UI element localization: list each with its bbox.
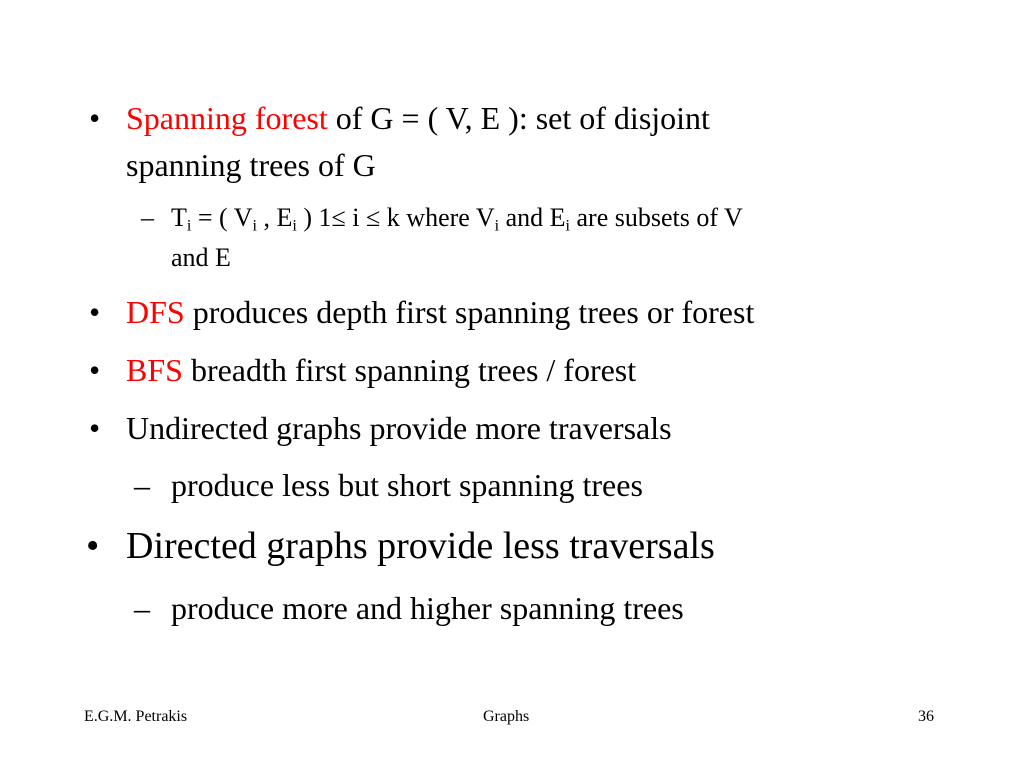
bullet-marker: •	[86, 525, 100, 567]
sub-bullet-directed	[134, 588, 684, 628]
bullet-undirected	[89, 408, 672, 448]
sub-bullet-text: produce less but short spanning trees	[171, 467, 643, 503]
bullet-bfs	[89, 350, 637, 390]
bullet-directed	[86, 524, 715, 568]
subscript-i: i	[252, 217, 257, 235]
footer-topic: Graphs	[483, 708, 530, 725]
dash-marker: –	[141, 203, 154, 232]
bullet-text: breadth first spanning trees / forest	[182, 352, 637, 388]
formula-text: = ( V	[191, 203, 253, 232]
sub-bullet-undirected	[134, 465, 643, 505]
subscript-i: i	[565, 217, 571, 235]
formula-text: and E	[171, 243, 231, 272]
formula-text: are subsets of V	[570, 203, 743, 232]
subscript-i: i	[494, 217, 500, 235]
bullet-spanning-forest-line2	[126, 145, 376, 185]
footer-author: E.G.M. Petrakis	[84, 708, 188, 725]
bullet-marker: •	[89, 352, 101, 388]
term-bfs: BFS	[126, 352, 183, 388]
formula-text: and E	[499, 203, 566, 232]
bullet-text: of G = ( V, E ): set of disjoint	[327, 100, 710, 136]
bullet-marker: •	[89, 294, 101, 330]
sub-bullet-tree-definition-line2	[171, 240, 231, 276]
formula-text: , E	[257, 203, 293, 232]
formula-text: T	[171, 203, 187, 232]
bullet-text: Directed graphs provide less traversals	[126, 525, 715, 567]
bullet-text: spanning trees of G	[126, 147, 376, 183]
bullet-marker: •	[89, 100, 101, 136]
bullet-text: Undirected graphs provide more traversals	[126, 410, 672, 446]
formula-text: ) 1≤ i ≤ k where V	[296, 203, 495, 232]
term-dfs: DFS	[126, 294, 185, 330]
bullet-dfs	[89, 292, 755, 332]
bullet-text: produces depth first spanning trees or forest	[184, 294, 755, 330]
footer-page-number: 36	[918, 708, 934, 725]
sub-bullet-tree-definition	[141, 200, 743, 236]
dash-marker: –	[134, 467, 150, 503]
term-spanning-forest: Spanning forest	[126, 100, 328, 136]
bullet-marker: •	[89, 410, 101, 446]
dash-marker: –	[134, 590, 150, 626]
subscript-i: i	[186, 217, 192, 235]
sub-bullet-text: produce more and higher spanning trees	[171, 590, 684, 626]
bullet-spanning-forest	[89, 98, 710, 138]
subscript-i: i	[292, 217, 297, 235]
